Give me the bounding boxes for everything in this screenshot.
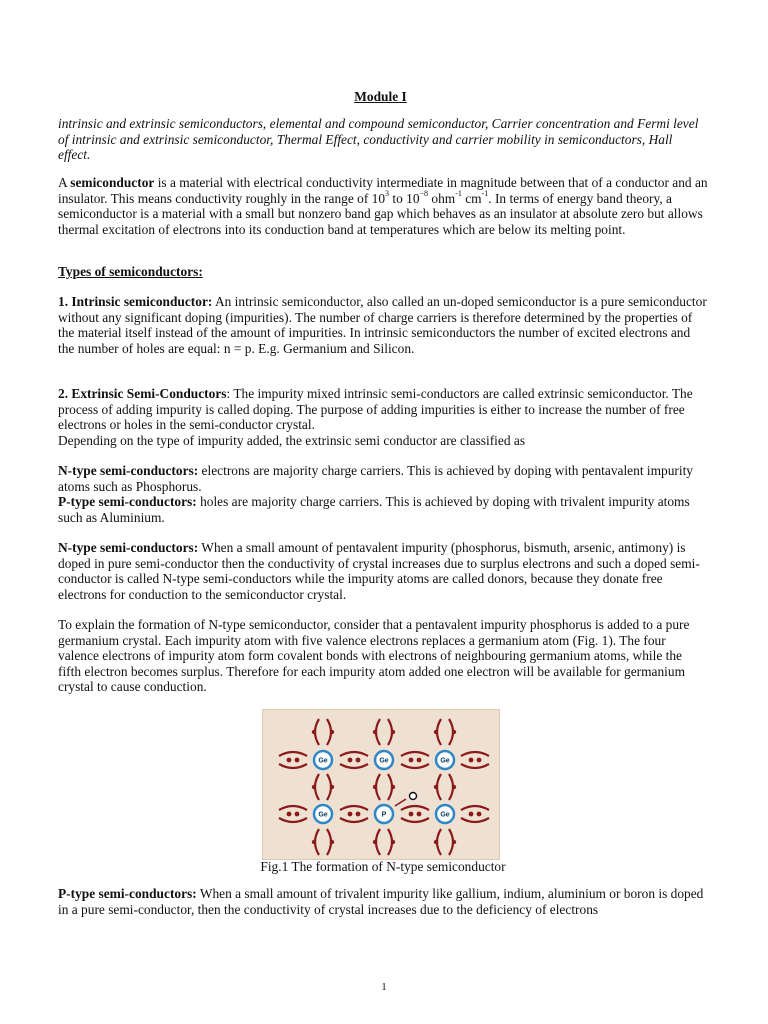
formation-paragraph: To explain the formation of N-type semiconductor, consider that a pentavalent impurity phosphorus is added to a pure germanium crystal. Each impurity atom with five valence electrons replaces a germanium atom (Fig. 1). The four valence electrons of impurity atom form covalent bonds with electrons of neighbouring germanium atoms, while the fifth electron becomes surplus. Therefore for each impurity atom added one electron will be available for germanium crystal to cause conduction. — [58, 617, 690, 695]
electron-dot — [417, 758, 422, 763]
electron-dot — [356, 812, 361, 817]
atom-label: Ge — [318, 757, 328, 765]
electron-dot — [295, 758, 300, 763]
covalent-bond — [340, 818, 368, 822]
covalent-bond — [401, 752, 429, 756]
atom-label: Ge — [440, 757, 450, 765]
electron-dot — [434, 730, 438, 734]
electron-dot — [312, 840, 316, 844]
atom-label: Ge — [379, 757, 389, 765]
covalent-bond — [279, 752, 307, 756]
n-type-paragraph: N-type semi-conductors: When a small amount of pentavalent impurity (phosphorus, bismuth, arsenic, antimony) is doped in pure semi-conductor then the conductivity of crystal increases due to surplus electrons and such a doped semi-conductor is called N-type semi-conductors while the impurity atoms are called donors, because they donate free electrons for conduction to the semiconductor crystal. — [58, 540, 700, 602]
covalent-bond — [461, 752, 489, 756]
electron-dot — [373, 730, 377, 734]
intrinsic-paragraph: 1. Intrinsic semiconductor: An intrinsic semiconductor, also called an un-doped semiconductor is a pure semiconductor without any significant doping (impurities). The number of charge carriers is therefore determined by the properties of the material itself instead of the amount of impurities. In intrinsic semiconductors the number of excited electrons and the number of holes are equal: n = p. E.g. Germanium and Silicon. — [58, 294, 707, 356]
covalent-bond — [401, 764, 429, 768]
electron-dot — [417, 812, 422, 817]
module-title: Module I — [354, 89, 407, 104]
electron-dot — [469, 812, 474, 817]
atom-label: Ge — [318, 811, 328, 819]
lattice-diagram — [263, 710, 499, 859]
covalent-bond — [340, 752, 368, 756]
electron-dot — [348, 812, 353, 817]
atom-label: Ge — [440, 811, 450, 819]
surplus-electron-arrow — [395, 799, 406, 806]
term-intrinsic: 1. Intrinsic semiconductor: — [58, 294, 213, 309]
figure-caption: Fig.1 The formation of N-type semiconductor — [260, 859, 506, 874]
electron-dot — [409, 758, 414, 763]
covalent-bond — [401, 818, 429, 822]
electron-dot — [348, 758, 353, 763]
electron-dot — [391, 785, 395, 789]
electron-dot — [452, 730, 456, 734]
atom-label: P — [381, 811, 387, 819]
electron-dot — [409, 812, 414, 817]
electron-dot — [330, 785, 334, 789]
electron-dot — [469, 758, 474, 763]
term-n-type: N-type semi-conductors: — [58, 463, 199, 478]
extrinsic-paragraph: 2. Extrinsic Semi-Conductors: The impurity mixed intrinsic semi-conductors are called extrinsic semiconductor. The process of adding impurity is called doping. The purpose of adding impurities is either to increase the number of free electrons or holes in the semi-conductor crystal. Depending on the type of impurity added, the extrinsic semi conductor are classified as — [58, 386, 693, 448]
n-type-lattice-figure — [262, 709, 500, 860]
electron-dot — [477, 758, 482, 763]
electron-dot — [330, 730, 334, 734]
covalent-bond — [279, 764, 307, 768]
electron-dot — [391, 730, 395, 734]
electron-dot — [452, 785, 456, 789]
electron-dot — [330, 840, 334, 844]
p-type-paragraph: P-type semi-conductors: When a small amount of trivalent impurity like gallium, indium, aluminium or boron is doped in a pure semi-conductor, then the conductivity of crystal increases due to the deficiency of electrons — [58, 886, 704, 917]
term-extrinsic: 2. Extrinsic Semi-Conductors — [58, 386, 227, 401]
types-heading: Types of semiconductors: — [58, 264, 203, 279]
page-number: 1 — [381, 981, 387, 993]
electron-dot — [312, 730, 316, 734]
electron-dot — [356, 758, 361, 763]
electron-dot — [373, 840, 377, 844]
electron-dot — [287, 758, 292, 763]
surplus-electron — [410, 793, 417, 800]
term-n-type-detail: N-type semi-conductors: — [58, 540, 199, 555]
electron-dot — [434, 840, 438, 844]
electron-dot — [452, 840, 456, 844]
electron-dot — [434, 785, 438, 789]
semiconductor-definition: A semiconductor is a material with electrical conductivity intermediate in magnitude between that of a conductor and an insulator. This means conductivity roughly in the range of $10^3$ to $10^{-8}$ ohm$^{-1}$ $cm^{-1}$. In terms of energy band theory, a semiconductor is a material with a small but nonzero band gap which behaves as an insulator at absolute zero but allows thermal excitation of electrons into its conduction band at temperatures which are below its melting point. — [58, 175, 708, 237]
electron-dot — [295, 812, 300, 817]
electron-dot — [287, 812, 292, 817]
module-syllabus: intrinsic and extrinsic semiconductors, elemental and compound semiconductor, Carrier concentration and Fermi level of intrinsic and extrinsic semiconductor, Thermal Effect, conductivity and carrier mobility in semiconductors, Hall effect. — [58, 116, 699, 163]
covalent-bond — [279, 806, 307, 810]
term-p-type: P-type semi-conductors: — [58, 494, 197, 510]
covalent-bond — [401, 806, 429, 810]
covalent-bond — [461, 806, 489, 810]
electron-dot — [477, 812, 482, 817]
term-p-type-detail: P-type semi-conductors: — [58, 886, 197, 901]
term-semiconductor: semiconductor — [70, 175, 155, 190]
classification-paragraph: N-type semi-conductors: electrons are majority charge carriers. This is achieved by doping with pentavalent impurity atoms such as Phosphorus. P-type semi-conductors: holes are majority charge carriers. This is achieved by doping with trivalent impurity atoms such as Aluminium. — [58, 463, 694, 525]
electron-dot — [312, 785, 316, 789]
covalent-bond — [279, 818, 307, 822]
electron-dot — [391, 840, 395, 844]
electron-dot — [373, 785, 377, 789]
covalent-bond — [340, 806, 368, 810]
covalent-bond — [461, 818, 489, 822]
covalent-bond — [461, 764, 489, 768]
covalent-bond — [340, 764, 368, 768]
